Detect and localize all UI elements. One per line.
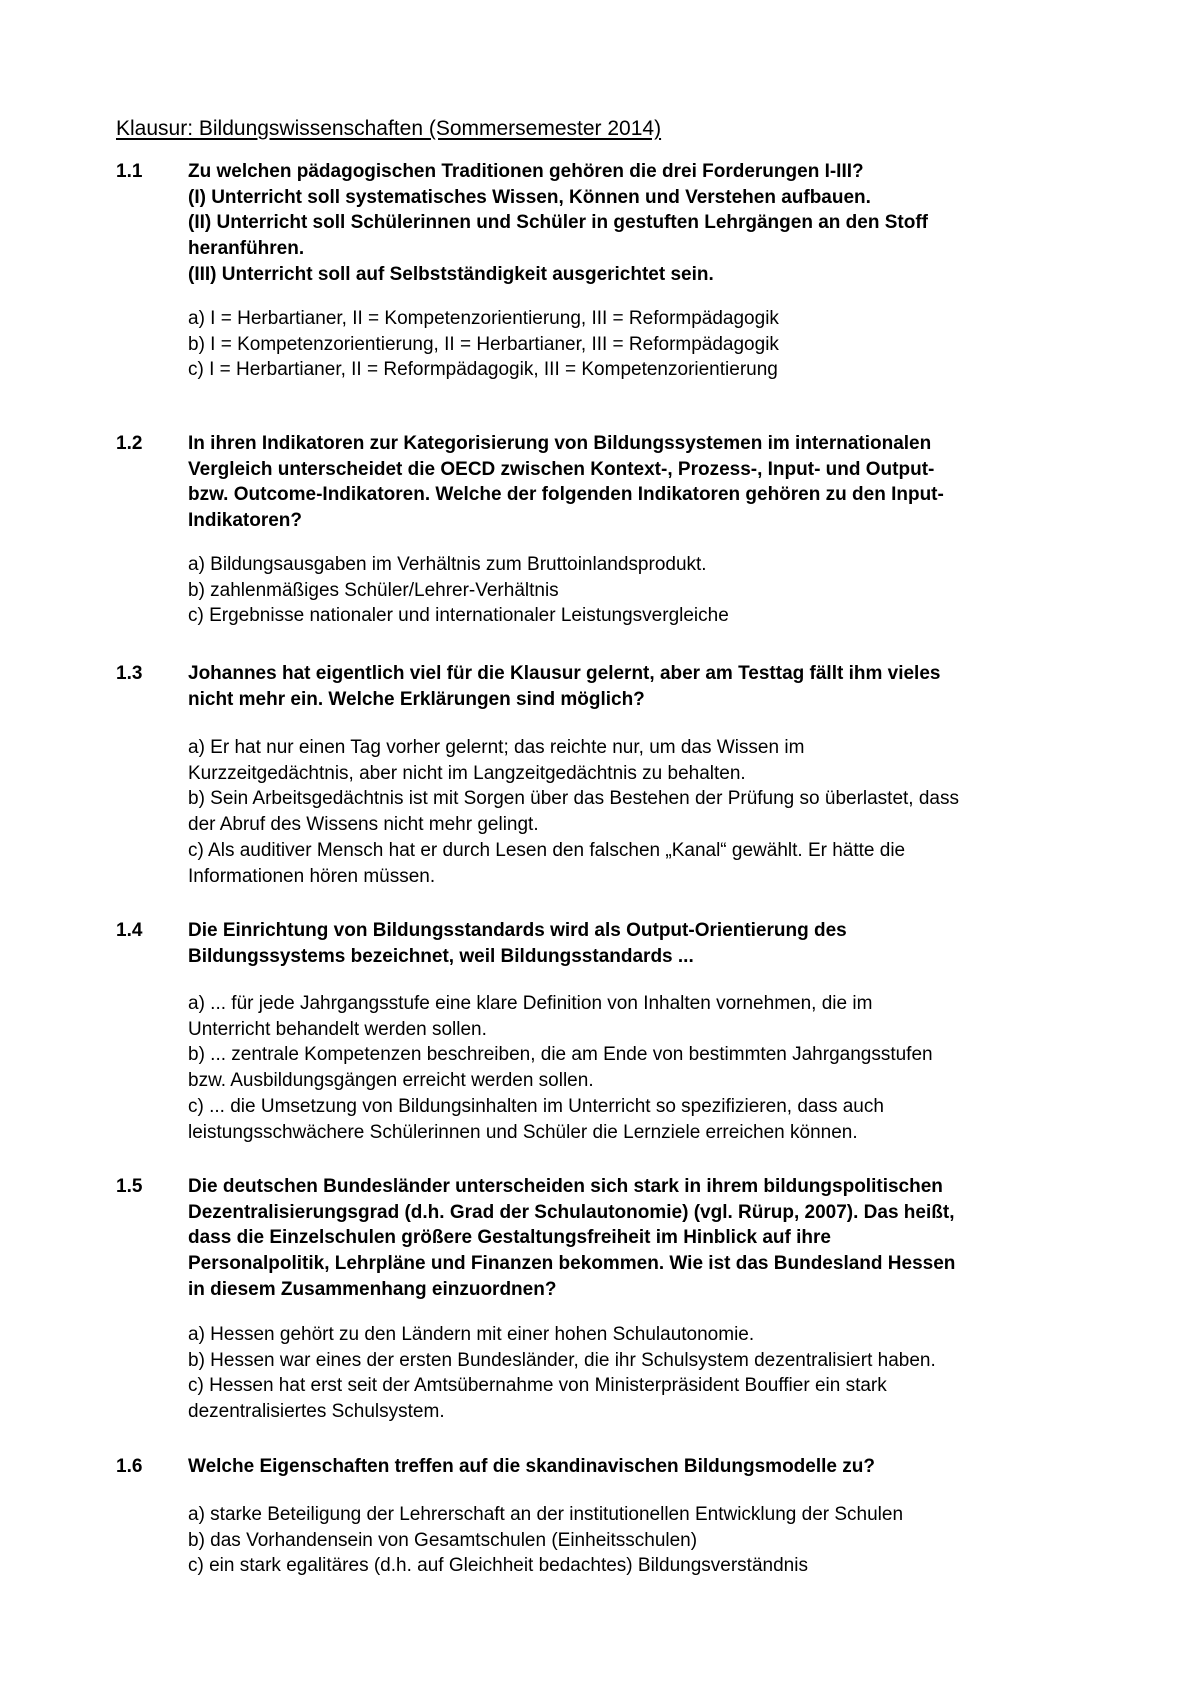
question-stem-line: Welche Eigenschaften treffen auf die skandinavischen Bildungsmodelle zu? [188,1456,875,1477]
question-number: 1.2 [116,433,143,454]
question-stem [188,431,1116,534]
answer-option: b) ... zentrale Kompetenzen beschreiben, die am Ende von bestimmten Jahrgangsstufen [188,1044,933,1066]
answer-option: a) Er hat nur einen Tag vorher gelernt; das reichte nur, um das Wissen im [188,737,805,758]
question-number: 1.6 [116,1456,143,1477]
question-stem-line: (I) Unterricht soll systematisches Wissen, Können und Verstehen aufbauen. [188,186,871,208]
question-stem-line: Die deutschen Bundesländer unterscheiden sich stark in ihrem bildungspolitischen [188,1176,943,1197]
question-stem-line: heranführen. [188,238,305,260]
answer-option: Informationen hören müssen. [188,865,436,887]
answer-option: a) ... für jede Jahrgangsstufe eine klare Definition von Inhalten vornehmen, die im [188,993,873,1014]
answer-option: b) Hessen war eines der ersten Bundesländer, die ihr Schulsystem dezentralisiert haben. [188,1349,936,1371]
question-stem-line: In ihren Indikatoren zur Kategorisierung von Bildungssystemen im internationalen [188,433,932,454]
answer-option: a) starke Beteiligung der Lehrerschaft an der institutionellen Entwicklung der Schulen [188,1504,904,1525]
answer-option: c) Ergebnisse nationaler und internationaler Leistungsvergleiche [188,605,729,627]
answer-option: b) I = Kompetenzorientierung, II = Herbartianer, III = Reformpädagogik [188,333,779,355]
answer-option: c) Als auditiver Mensch hat er durch Lesen den falschen „Kanal“ gewählt. Er hätte die [188,839,906,861]
question-number: 1.1 [116,161,143,182]
answer-option: leistungsschwächere Schülerinnen und Schüler die Lernziele erreichen können. [188,1121,858,1143]
question-stem-line: in diesem Zusammenhang einzuordnen? [188,1278,557,1300]
question-stem-line: nicht mehr ein. Welche Erklärungen sind möglich? [188,688,645,710]
answer-option: c) ein stark egalitäres (d.h. auf Gleichheit bedachtes) Bildungsverständnis [188,1555,808,1577]
answer-option: c) ... die Umsetzung von Bildungsinhalten im Unterricht so spezifizieren, dass auch [188,1095,884,1117]
answer-option: a) Bildungsausgaben im Verhältnis zum Bruttoinlandsprodukt. [188,554,707,575]
answer-options [188,1502,1116,1579]
answer-option: b) zahlenmäßiges Schüler/Lehrer-Verhältnis [188,579,559,601]
answer-option: c) Hessen hat erst seit der Amtsübernahme von Ministerpräsident Bouffier ein stark [188,1375,887,1397]
answer-option: b) das Vorhandensein von Gesamtschulen (Einheitsschulen) [188,1529,698,1551]
question-number: 1.3 [116,663,143,684]
question-stem-line: Johannes hat eigentlich viel für die Klausur gelernt, aber am Testtag fällt ihm vieles [188,663,941,684]
answer-option: dezentralisiertes Schulsystem. [188,1401,445,1423]
question-stem [188,661,1116,712]
question-stem [188,1174,1116,1303]
answer-option: der Abruf des Wissens nicht mehr gelingt. [188,814,539,836]
answer-option: Kurzzeitgedächtnis, aber nicht im Langzeitgedächtnis zu behalten. [188,762,746,784]
answer-options [188,552,1116,629]
answer-option: bzw. Ausbildungsgängen erreicht werden sollen. [188,1070,594,1092]
question-stem-line: (II) Unterricht soll Schülerinnen und Schüler in gestuften Lehrgängen an den Stoff [188,212,928,234]
answer-options [188,991,1116,1145]
answer-option: a) I = Herbartianer, II = Kompetenzorientierung, III = Reformpädagogik [188,308,779,329]
answer-options [188,735,1116,889]
question-stem [188,1454,1116,1480]
answer-option: c) I = Herbartianer, II = Reformpädagogik, III = Kompetenzorientierung [188,359,778,381]
answer-option: a) Hessen gehört zu den Ländern mit einer hohen Schulautonomie. [188,1324,755,1345]
question-stem-line: (III) Unterricht soll auf Selbstständigkeit ausgerichtet sein. [188,263,714,285]
question-stem-line: Die Einrichtung von Bildungsstandards wird als Output-Orientierung des [188,920,847,941]
question-stem-line: dass die Einzelschulen größere Gestaltungsfreiheit im Hinblick auf ihre [188,1227,831,1249]
answer-options [188,306,1116,383]
answer-option: Unterricht behandelt werden sollen. [188,1018,487,1040]
question-stem-line: Zu welchen pädagogischen Traditionen gehören die drei Forderungen I-III? [188,161,864,182]
question-stem-line: bzw. Outcome-Indikatoren. Welche der folgenden Indikatoren gehören zu den Input- [188,484,944,506]
question-stem-line: Bildungssystems bezeichnet, weil Bildungsstandards ... [188,945,694,967]
document-title: Klausur: Bildungswissenschaften (Sommersemester 2014) [116,117,662,140]
question-stem-line: Vergleich unterscheidet die OECD zwischen Kontext-, Prozess-, Input- und Output- [188,458,935,480]
question-stem-line: Personalpolitik, Lehrpläne und Finanzen bekommen. Wie ist das Bundesland Hessen [188,1253,956,1275]
question-stem-line: Indikatoren? [188,510,303,532]
question-stem-line: Dezentralisierungsgrad (d.h. Grad der Schulautonomie) (vgl. Rürup, 2007). Das heißt, [188,1201,955,1223]
question-number: 1.5 [116,1176,143,1197]
question-stem [188,918,1116,969]
answer-options [188,1322,1116,1425]
question-number: 1.4 [116,920,143,941]
answer-option: b) Sein Arbeitsgedächtnis ist mit Sorgen über das Bestehen der Prüfung so überlastet, dass [188,788,960,810]
question-stem [188,159,1116,288]
